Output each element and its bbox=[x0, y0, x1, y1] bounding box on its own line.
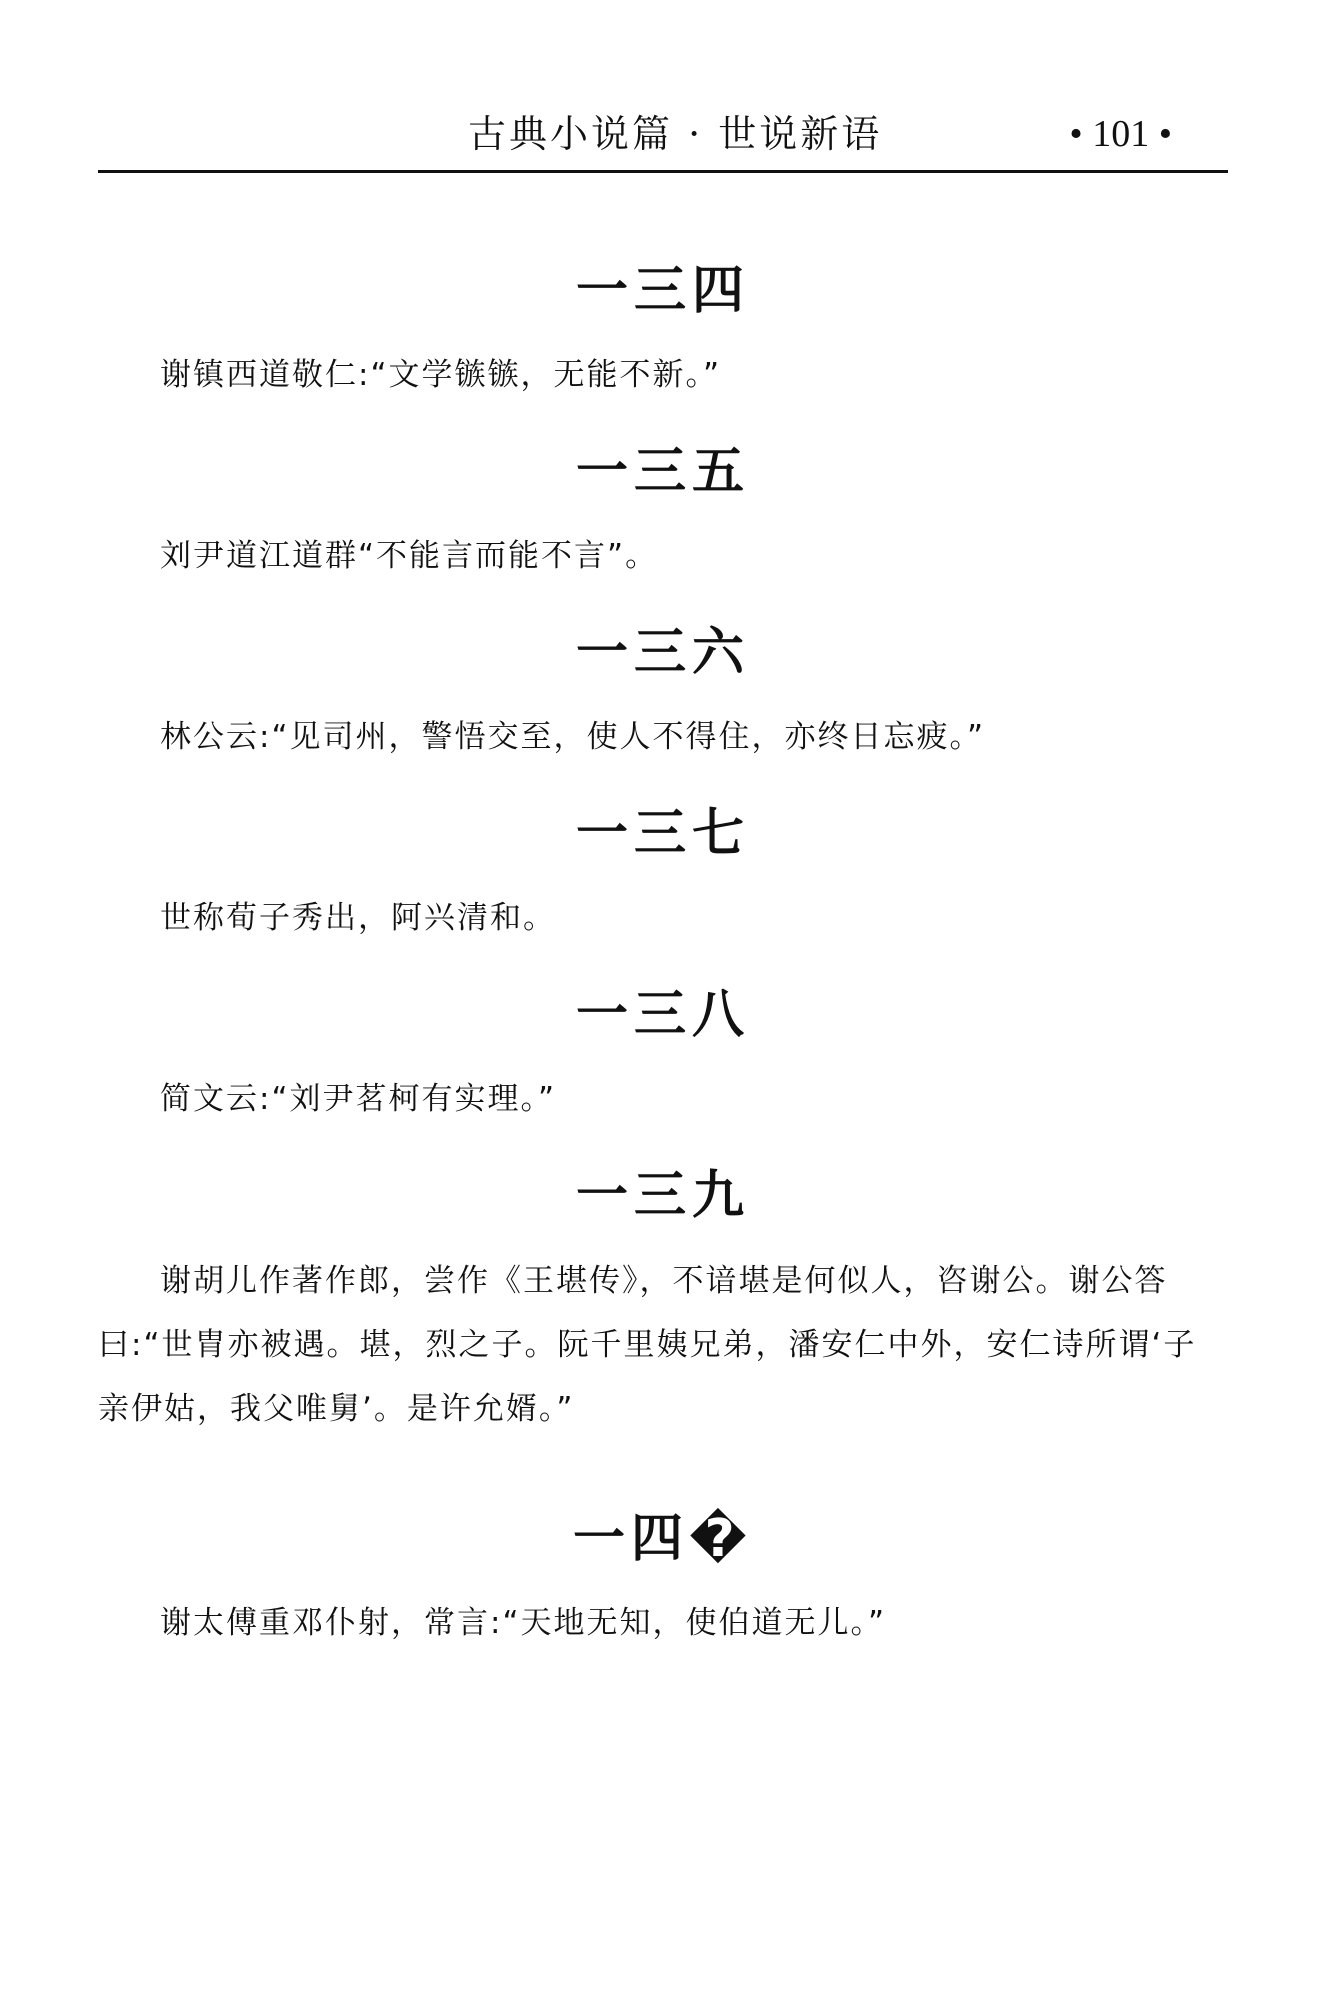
section-138 bbox=[98, 979, 1228, 1120]
section-135 bbox=[98, 436, 1228, 577]
section-text: 谢胡儿作著作郎，尝作《王堪传》，不谙堪是何似人，咨谢公。谢公答曰:“世胄亦被遇。堪，烈之子。阮千里姨兄弟，潘安仁中外，安仁诗所谓‘子亲伊姑，我父唯舅’。是许允婿。” bbox=[98, 1263, 1197, 1427]
section-heading: 一四� bbox=[573, 1509, 753, 1569]
section-text: 谢镇西道敬仁:“文学镞镞，无能不新。” bbox=[160, 357, 722, 393]
section-text: 世称荀子秀出，阿兴清和。 bbox=[160, 900, 556, 936]
section-136 bbox=[98, 617, 1228, 758]
section-140 bbox=[98, 1503, 1228, 1644]
section-text: 刘尹道江道群“不能言而能不言”。 bbox=[160, 538, 659, 574]
header-title: 古典小说篇 · 世说新语 bbox=[468, 112, 883, 156]
page-number: • 101 • bbox=[1069, 113, 1172, 155]
section-heading: 一三九 bbox=[575, 1166, 750, 1226]
section-text: 谢太傅重邓仆射，常言:“天地无知，使伯道无儿。” bbox=[160, 1605, 887, 1641]
page-body bbox=[98, 255, 1228, 1684]
section-heading: 一三五 bbox=[575, 442, 750, 502]
section-139 bbox=[98, 1160, 1228, 1441]
section-heading: 一三六 bbox=[575, 623, 750, 683]
section-heading: 一三八 bbox=[575, 985, 750, 1045]
section-text: 简文云:“刘尹茗柯有实理。” bbox=[160, 1081, 557, 1117]
section-heading: 一三四 bbox=[575, 261, 750, 321]
section-134 bbox=[98, 255, 1228, 396]
running-header bbox=[98, 108, 1228, 173]
section-text: 林公云:“见司州，警悟交至，使人不得住，亦终日忘疲。” bbox=[160, 719, 986, 755]
section-heading: 一三七 bbox=[575, 804, 750, 864]
section-137 bbox=[98, 798, 1228, 939]
